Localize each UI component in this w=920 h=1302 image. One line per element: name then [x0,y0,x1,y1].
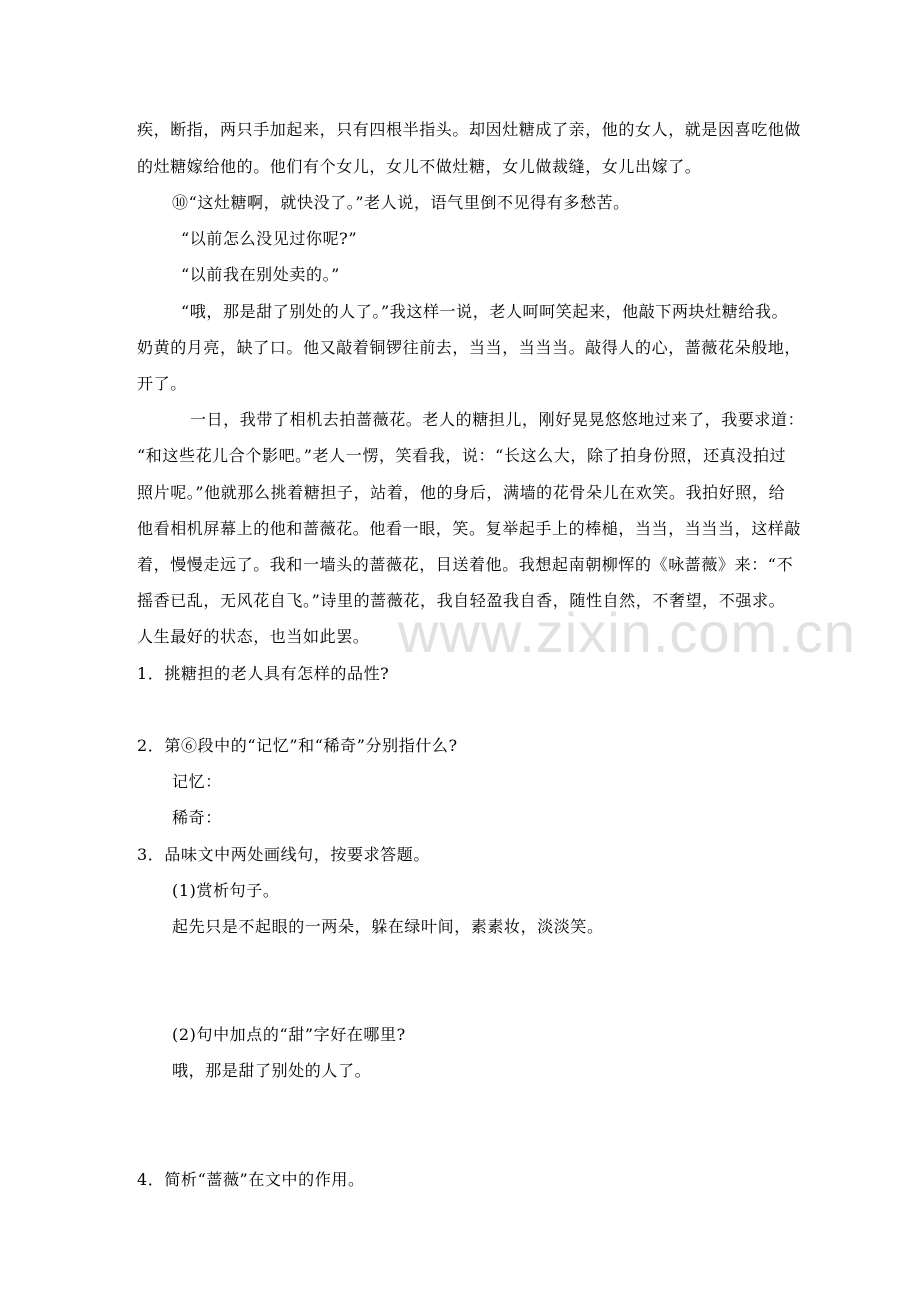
passage-line: 他看相机屏幕上的他和蔷薇花。他看一眼，笑。复举起手上的棒槌，当当，当当当，这样敲 [137,519,802,538]
question-3-1: (1)赏析句子。 [172,881,280,900]
question-3-2-sentence: 哦，那是甜了别处的人了。 [172,1061,372,1080]
passage-line: 人生最好的状态，也当如此罢。 [137,627,370,646]
watermark: www.zixin.com.cn [398,601,856,664]
passage-line: “以前怎么没见过你呢?” [181,229,358,248]
passage-line: 开了。 [137,374,187,393]
question-2-rare-label: 稀奇： [172,808,222,827]
question-2-memory-label: 记忆： [172,772,222,791]
question-1: 1．挑糖担的老人具有怎样的品性? [137,664,390,683]
passage-line: 的灶糖嫁给他的。他们有个女儿，女儿不做灶糖，女儿做裁缝，女儿出嫁了。 [137,157,702,176]
passage-line: 一日，我带了相机去拍蔷薇花。老人的糖担儿，刚好晃晃悠悠地过来了，我要求道： [190,410,805,429]
question-2: 2．第⑥段中的“记忆”和“稀奇”分别指什么? [137,736,458,755]
passage-line: 着，慢慢走远了。我和一墙头的蔷薇花，目送着他。我想起南朝柳恽的《咏蔷薇》来：“不 [137,555,794,574]
question-3-2: (2)句中加点的“甜”字好在哪里? [172,1025,406,1044]
passage-line: “以前我在别处卖的。” [181,265,340,284]
passage-line: “和这些花儿合个影吧。”老人一愣，笑看我，说：“长这么大，除了拍身份照，还真没拍过 [137,446,787,465]
question-4: 4．简析“蔷薇”在文中的作用。 [137,1170,365,1189]
passage-line: 摇香已乱，无风花自飞。”诗里的蔷薇花，我自轻盈我自香，随性自然，不奢望，不强求。 [137,591,786,610]
passage-line: 疾，断指，两只手加起来，只有四根半指头。却因灶糖成了亲，他的女人，就是因喜吃他做 [137,120,802,139]
question-3: 3．品味文中两处画线句，按要求答题。 [137,845,430,864]
passage-line: ⑩“这灶糖啊，就快没了。”老人说，语气里倒不见得有多愁苦。 [172,193,630,212]
passage-line: 奶黄的月亮，缺了口。他又敲着铜锣往前去，当当，当当当。敲得人的心，蔷薇花朵般地， [137,338,802,357]
passage-line: 照片呢。”他就那么挑着糖担子，站着，他的身后，满墙的花骨朵儿在欢笑。我拍好照，给 [137,483,786,502]
question-3-1-sentence: 起先只是不起眼的一两朵，躲在绿叶间，素素妆，淡淡笑。 [172,917,604,936]
passage-line: “哦，那是甜了别处的人了。”我这样一说，老人呵呵笑起来，他敲下两块灶糖给我。 [181,302,789,321]
